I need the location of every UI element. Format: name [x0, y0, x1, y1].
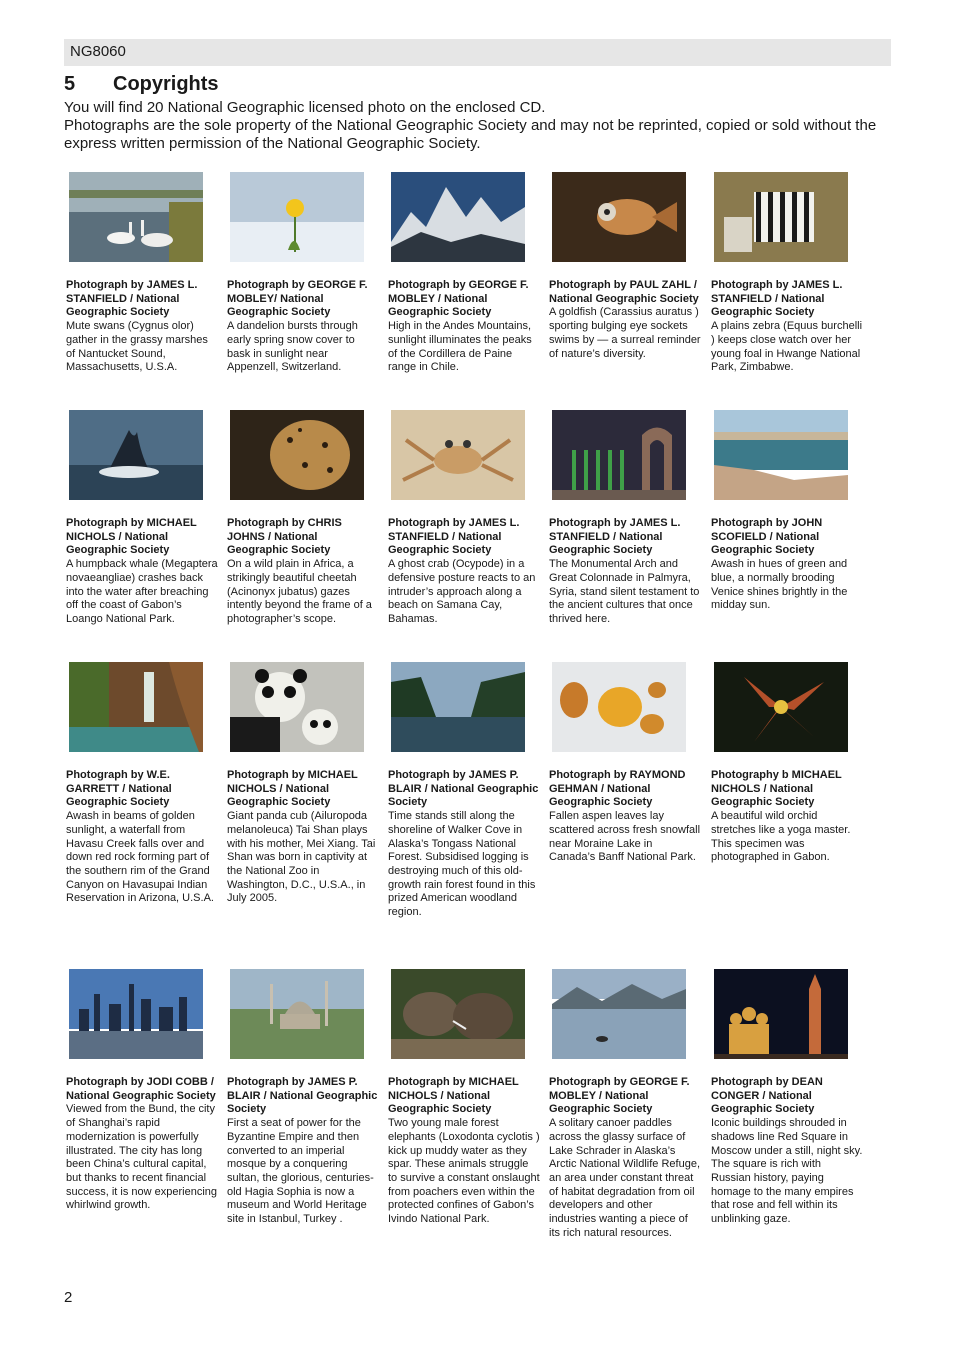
photo-credit: Photograph by MICHAEL NICHOLS / National Geographic Society — [388, 1076, 519, 1116]
photo-description: Awash in beams of golden sunlight, a waterfall from Havasu Creek falls over and down red rock forming part of the southern rim of the Grand Canyon on Havasupai Indian Reservation in Arizona, U.S.A. — [66, 810, 214, 905]
photo-credit: Photograph by JAMES P. BLAIR / National Geographic Society — [388, 769, 539, 809]
photo-description: On a wild plain in Africa, a strikingly beautiful cheetah (Acinonyx jubatus) gazes intently beyond the frame of a photographer’s scope. — [227, 558, 372, 625]
caption — [388, 1076, 540, 1227]
photo-walker-cove — [391, 662, 525, 752]
section-title: Copyrights — [113, 73, 219, 95]
caption — [388, 279, 540, 375]
photo-credit: Photograph by JAMES L. STANFIELD / National Geographic Society — [388, 517, 520, 557]
photo-credit: Photograph by MICHAEL NICHOLS / National Geographic Society — [66, 517, 197, 557]
photo-description: Two young male forest elephants (Loxodonta cyclotis ) kick up muddy water as they spar. These animals struggle to survive a constant onslaught from poachers even within the protected confines of Gabon’s Ivindo National Park. — [388, 1117, 540, 1226]
photo-swans — [69, 172, 203, 262]
photo-credit: Photograph by DEAN CONGER / National Geographic Society — [711, 1076, 823, 1116]
photo-credit: Photograph by JOHN SCOFIELD / National Geographic Society — [711, 517, 823, 557]
photo-credit: Photograph by RAYMOND GEHMAN / National Geographic Society — [549, 769, 686, 809]
photo-panda — [230, 662, 364, 752]
photo-red-square — [714, 969, 848, 1059]
caption — [66, 769, 218, 906]
photo-description: A goldfish (Carassius auratus ) sporting bulging eye sockets swims by — a surreal reminder of nature’s diversity. — [549, 306, 701, 360]
photo-description: Giant panda cub (Ailuropoda melanoleuca) Tai Shan plays with his mother, Mei Xiang. Tai Shan was born in captivity at the National Zoo in Washington, D.C., U.S.A., in July 2005. — [227, 810, 376, 905]
photo-hagia-sophia — [230, 969, 364, 1059]
photo-description: High in the Andes Mountains, sunlight illuminates the peaks of the Cordillera de Paine range in Chile. — [388, 320, 532, 374]
caption — [711, 1076, 863, 1227]
caption — [711, 517, 863, 613]
caption — [549, 279, 701, 361]
photo-crab — [391, 410, 525, 500]
photo-credit: Photograph by GEORGE F. MOBLEY / National Geographic Society — [388, 279, 529, 319]
caption — [549, 769, 701, 865]
photo-lake-schrader — [552, 969, 686, 1059]
photo-waterfall — [69, 662, 203, 752]
photo-credit: Photograph by GEORGE F. MOBLEY / National Geographic Society — [549, 1076, 690, 1116]
photo-description: Fallen aspen leaves lay scattered across fresh snowfall near Moraine Lake in Canada’s Banff National Park. — [549, 810, 701, 864]
caption — [388, 769, 540, 920]
photo-credit: Photograph by JAMES P. BLAIR / National Geographic Society — [227, 1076, 378, 1116]
photo-description: Time stands still along the shoreline of Walker Cove in Alaska’s Tongass National Forest. Subsidised logging is destroying much of this old-growth rain forest found in this prized American woodland region. — [388, 810, 536, 919]
intro-line-1: You will find 20 National Geographic licensed photo on the enclosed CD. — [64, 99, 546, 116]
photo-credit: Photograph by JAMES L. STANFIELD / National Geographic Society — [66, 279, 198, 319]
header-bar — [64, 39, 891, 66]
photo-description: Mute swans (Cygnus olor) gather in the grassy marshes of Nantucket Sound, Massachusetts, U.S.A. — [66, 320, 208, 374]
photo-description: A humpback whale (Megaptera novaeangliae) crashes back into the water after breaching off the coast of Gabon’s Loango National Park. — [66, 558, 218, 625]
section-heading — [64, 73, 219, 96]
page-number: 2 — [64, 1289, 73, 1306]
photo-description: A plains zebra (Equus burchelli ) keeps close watch over her young foal in Hwange National Park, Zimbabwe. — [711, 320, 863, 374]
caption — [66, 1076, 218, 1213]
caption — [66, 279, 218, 375]
intro-line-2: Photographs are the sole property of the National Geographic Society and may not be reprinted, copied or sold without the express written permission of the National Geographic Society. — [64, 117, 877, 152]
photo-venice — [714, 410, 848, 500]
photo-credit: Photograph by MICHAEL NICHOLS / National Geographic Society — [227, 769, 358, 809]
photo-description: Awash in hues of green and blue, a normally brooding Venice shines brightly in the midday sun. — [711, 558, 848, 612]
photo-description: A ghost crab (Ocypode) in a defensive posture reacts to an intruder’s approach along a beach on Samana Cay, Bahamas. — [388, 558, 536, 625]
photo-credit: Photograph by JAMES L. STANFIELD / National Geographic Society — [711, 279, 843, 319]
photo-whale — [69, 410, 203, 500]
photo-description: A dandelion bursts through early spring snow cover to bask in sunlight near Appenzell, Switzerland. — [227, 320, 358, 374]
photo-description: Iconic buildings shrouded in shadows line Red Square in Moscow under a still, night sky. The square is rich with Russian history, paying homage to the many empires that rose and fell within its unblinking gaze. — [711, 1117, 863, 1226]
photo-dandelion — [230, 172, 364, 262]
photo-orchid — [714, 662, 848, 752]
photo-cheetah — [230, 410, 364, 500]
caption — [227, 1076, 379, 1227]
caption — [227, 769, 379, 906]
photo-credit: Photograph by JAMES L. STANFIELD / National Geographic Society — [549, 517, 681, 557]
section-number: 5 — [64, 73, 76, 95]
caption — [66, 517, 218, 627]
photo-description: First a seat of power for the Byzantine Empire and then converted to an imperial mosque by a conquering sultan, the glorious, centuries-old Hagia Sophia is now a museum and World Heritage site in Istanbul, Turkey . — [227, 1117, 374, 1226]
photo-palmyra — [552, 410, 686, 500]
caption — [549, 1076, 701, 1240]
caption — [711, 769, 863, 865]
photo-credit: Photograph by CHRIS JOHNS / National Geographic Society — [227, 517, 342, 557]
model-number: NG8060 — [70, 43, 126, 60]
photo-credit: Photograph by W.E. GARRETT / National Geographic Society — [66, 769, 172, 809]
photo-andes — [391, 172, 525, 262]
photo-elephants — [391, 969, 525, 1059]
photo-credit: Photograph by PAUL ZAHL / National Geographic Society A goldfish (Carassius auratus ) sporting bulging eye sockets swims by — a surreal reminder of nature’s diversity. — [549, 279, 701, 360]
caption — [388, 517, 540, 627]
photo-shanghai — [69, 969, 203, 1059]
photo-goldfish — [552, 172, 686, 262]
photo-credit: Photograph by JODI COBB / National Geographic Society — [66, 1076, 216, 1102]
intro-text — [64, 99, 894, 153]
caption — [227, 517, 379, 627]
caption — [549, 517, 701, 627]
caption — [711, 279, 863, 375]
caption — [227, 279, 379, 375]
photo-credit: Photography b MICHAEL NICHOLS / National Geographic Society — [711, 769, 842, 809]
photo-description: Viewed from the Bund, the city of Shanghai’s rapid modernization is powerfully illustrated. The city has long been China’s cultural capital, but thanks to recent financial success, it is now experiencing whirlwind growth. — [66, 1103, 218, 1212]
photo-description: A solitary canoer paddles across the glassy surface of Lake Schrader in Alaska’s Arctic National Wildlife Refuge, an area under constant threat of habitat degradation from oil developers and other industries wanting a piece of its rich natural resources. — [549, 1117, 701, 1239]
photo-credit: Photograph by GEORGE F. MOBLEY/ National Geographic Society — [227, 279, 368, 319]
photo-zebra — [714, 172, 848, 262]
photo-description: The Monumental Arch and Great Colonnade in Palmyra, Syria, stand silent testament to the ancient cultures that once thrived here. — [549, 558, 700, 625]
photo-description: A beautiful wild orchid stretches like a yoga master. This specimen was photographed in Gabon. — [711, 810, 851, 864]
photo-aspen-leaves — [552, 662, 686, 752]
